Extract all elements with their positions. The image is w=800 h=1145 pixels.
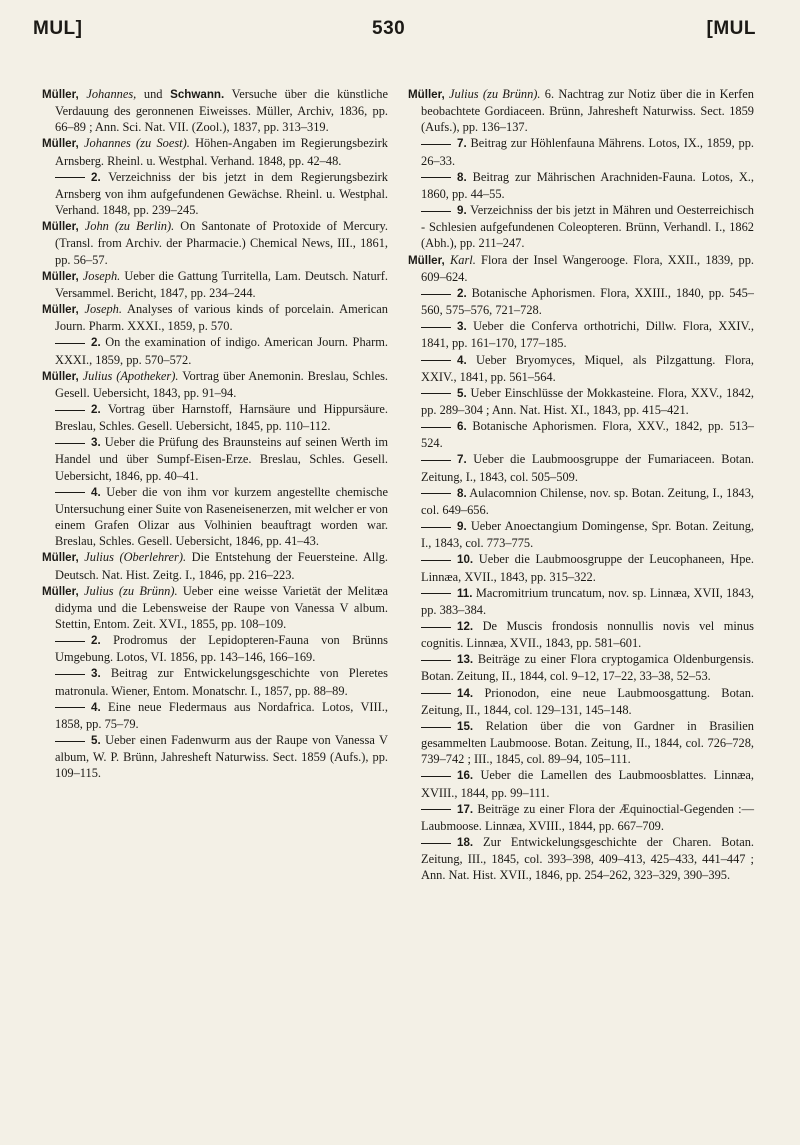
author-surname: Müller,: [42, 584, 79, 598]
author-given-name: John (zu Berlin).: [84, 219, 175, 234]
sub-entry: [42, 732, 388, 781]
ditto-dash: [55, 443, 85, 444]
entry-number: 4.: [91, 485, 101, 499]
author-given-name: Johannes,: [86, 87, 137, 101]
entry-number: 16.: [457, 769, 474, 783]
entry-text: Ueber die Prüfung des Braunsteins auf seinen Werth im Handel und über Sumpf-Eisen-Erze. Breslau, Schles. Gesell. Uebersicht, 1846, pp. 40–41.: [55, 435, 388, 483]
ditto-dash: [421, 211, 451, 212]
ditto-dash: [421, 809, 451, 810]
entry-text: On Santonate of Protoxide of Mercury. (Transl. from Archiv. der Pharmacie.) Chemical News, III., 1861, pp. 56–57.: [55, 219, 388, 267]
ditto-dash: [421, 460, 451, 461]
entry-number: 2.: [91, 634, 101, 648]
entry-number: 6.: [457, 420, 467, 434]
author-given-name: Julius (zu Brünn).: [84, 583, 178, 598]
author-surname: Müller,: [408, 253, 445, 267]
entry-number: 8.: [457, 486, 467, 500]
ditto-dash: [421, 177, 451, 178]
entry-text: Prionodon, eine neue Laubmoosgattung. Botan. Zeitung, II., 1844, col. 129–131, 145–148.: [421, 685, 754, 717]
sub-entry: [408, 202, 754, 251]
sub-entry: [408, 318, 754, 351]
entry-number: 3.: [91, 667, 101, 681]
author-entry: Müller, Johannes, und Schwann. Versuche über die künstliche Verdauung des geronnenen Eiweisses. Müller, Archiv, 1836, pp. 66–89 ; Ann. Sci. Nat. VII. (Zool.), 1837, pp. 313–319.: [42, 87, 388, 135]
author-entry: [42, 549, 388, 582]
sub-entry: [408, 767, 754, 800]
sub-entry: [42, 334, 388, 367]
sub-entry: [408, 418, 754, 451]
entry-text: Höhen-Angaben im Regierungsbezirk Arnsberg. Rheinl. u. Westphal. Verhand. 1848, pp. 42–48.: [55, 136, 388, 168]
entry-number: 2.: [91, 170, 101, 184]
coauthor-name: Schwann.: [170, 88, 225, 101]
ditto-dash: [421, 493, 451, 494]
entry-text: Ueber die Lamellen des Laubmoosblattes. Linnæa, XVIII., 1844, pp. 99–111.: [421, 768, 754, 800]
sub-entry: [42, 665, 388, 698]
author-given-name: Joseph.: [84, 302, 122, 317]
author-entry: [408, 252, 754, 285]
sub-entry: [408, 169, 754, 202]
entry-number: 12.: [457, 620, 474, 633]
author-surname: Müller,: [408, 88, 445, 101]
entry-text: Ueber die von ihm vor kurzem angestellte chemische Untersuchung einer Suite von Raseneisenerzen, mit welcher er von einem Grafen Olizar aus Volhinien beauftragt worden war. Breslau, Schles. Gesell. Uebersicht, 1846, pp. 41–43.: [55, 484, 388, 549]
author-entry: [42, 301, 388, 334]
entry-text: Vortrag über Harnstoff, Harnsäure und Hippursäure. Breslau, Schles. Gesell. Uebersicht, 1845, pp. 110–112.: [55, 401, 388, 434]
entry-text: Beitrag zur Mährischen Arachniden-Fauna. Lotos, X., 1860, pp. 44–55.: [421, 169, 754, 201]
sub-entry: [408, 285, 754, 318]
running-head-left: MUL]: [33, 18, 83, 39]
page-header: [0, 0, 800, 40]
entry-number: 4.: [91, 700, 101, 714]
author-surname: Müller,: [42, 551, 79, 565]
sub-entry: [408, 135, 754, 168]
ditto-dash: [421, 843, 451, 844]
page-number: 530: [372, 18, 406, 39]
sub-entry: [42, 169, 388, 218]
ditto-dash: [421, 627, 451, 628]
sub-entry: [42, 434, 388, 483]
author-entry: [42, 583, 388, 632]
sub-entry: [408, 685, 754, 718]
entry-number: 2.: [91, 336, 101, 350]
ditto-dash: [421, 144, 451, 145]
ditto-dash: [421, 294, 451, 295]
entry-number: 2.: [457, 286, 467, 300]
sub-entry: [42, 401, 388, 434]
author-surname: Müller,: [42, 269, 79, 283]
sub-entry: [408, 451, 754, 484]
ditto-dash: [421, 660, 451, 661]
entry-text: Ueber einen Fadenwurm aus der Raupe von Vanessa V album, W. P. Brünn, Jahresheft Naturwiss. Sect. 1859 (Aufs.), pp. 109–115.: [55, 733, 388, 781]
running-head-right: [MUL: [706, 18, 756, 39]
ditto-dash: [421, 693, 451, 694]
entry-text: Ueber Bryomyces, Miquel, als Pilzgattung. Flora, XXIV., 1841, pp. 561–564.: [421, 352, 754, 384]
ditto-dash: [421, 593, 451, 594]
entry-number: 3.: [91, 436, 101, 450]
entry-text: Ueber Einschlüsse der Mokkasteine. Flora, XXV., 1842, pp. 289–304 ; Ann. Nat. Hist. XI., 1843, pp. 415–421.: [421, 385, 754, 417]
entry-text: Eine neue Fledermaus aus Nordafrica. Lotos, VIII., 1858, pp. 75–79.: [55, 699, 388, 731]
ditto-dash: [421, 527, 451, 528]
author-given-name: Karl.: [449, 252, 476, 267]
entry-number: 15.: [457, 719, 474, 733]
ditto-dash: [55, 492, 85, 493]
ditto-dash: [421, 360, 451, 361]
entry-text: Verzeichniss der bis jetzt in Mähren und Oesterreichisch - Schlesien aufgefundenen Coleopteren. Brünn, Verhandl. I., 1862 (Abh.), pp. 211–247.: [421, 203, 754, 251]
author-surname: Müller,: [42, 88, 79, 101]
entry-text: Zur Entwickelungsgeschichte der Charen. Botan. Zeitung, III., 1845, col. 393–398, 409–413, 425–433, 441–447 ; Ann. Nat. Hist. XVII., 1846, pp. 254–262, 323–329, 390–395.: [421, 835, 754, 883]
entry-text: Beitrag zur Entwickelungsgeschichte von Pleretes matronula. Wiener, Entom. Monatschr. I., 1857, pp. 88–89.: [55, 666, 388, 698]
sub-entry: [408, 718, 754, 767]
entry-number: 4.: [457, 353, 467, 367]
entry-text: Botanische Aphorismen. Flora, XXV., 1842, pp. 513–524.: [421, 419, 754, 451]
entry-number: 13.: [457, 653, 474, 667]
ditto-dash: [421, 727, 451, 728]
sub-entry: [42, 632, 388, 665]
entry-number: 17.: [457, 802, 474, 816]
sub-entry: [42, 484, 388, 550]
author-given-name: Julius (Apotheker).: [82, 368, 179, 383]
author-given-name: Julius (zu Brünn).: [449, 87, 541, 101]
entry-text: Beiträge zu einer Flora der Æquinoctial-Gegenden :—Laubmoose. Linnæa, XVIII., 1844, pp. 667–709.: [421, 801, 754, 833]
author-given-name: Joseph.: [82, 268, 121, 283]
entry-number: 9.: [457, 520, 467, 534]
entry-number: 14.: [457, 686, 474, 700]
entry-number: 11.: [457, 586, 473, 600]
entry-text: Verzeichniss der bis jetzt in dem Regierungsbezirk Arnsberg von ihm aufgefundenen Gewächse. Rheinl. u. Westphal. Verhand. 1848, pp. 239–245.: [55, 169, 388, 218]
ditto-dash: [421, 427, 451, 428]
entry-text: De Muscis frondosis nonnullis novis vel minus cognitis. Linnæa, XVII., 1843, pp. 581–601.: [421, 619, 754, 651]
entry-text: Ueber die Gattung Turritella, Lam. Deutsch. Naturf. Versammel. Bericht, 1847, pp. 234–244.: [55, 268, 388, 300]
ditto-dash: [55, 741, 85, 742]
entry-text: 6. Nachtrag zur Notiz über die in Kerfen beobachtete Gordiaceen. Brünn, Jahresheft Naturwiss. Sect. 1859 (Aufs.), pp. 136–137.: [421, 87, 754, 135]
entry-number: 9.: [457, 204, 467, 218]
author-entry: [42, 368, 388, 401]
entry-text: Ueber die Laubmoosgruppe der Leucophaneen, Hpe. Linnæa, XVII., 1843, pp. 315–322.: [421, 552, 754, 584]
ditto-dash: [55, 674, 85, 675]
author-surname: Müller,: [42, 137, 79, 151]
author-given-name: Julius (Oberlehrer).: [84, 550, 187, 565]
entry-number: 5.: [457, 386, 467, 400]
sub-entry: [408, 651, 754, 684]
entry-number: 18.: [457, 836, 474, 850]
author-surname: Müller,: [42, 220, 79, 234]
author-entry: [42, 218, 388, 267]
ditto-dash: [55, 641, 85, 642]
entry-number: 5.: [91, 734, 101, 748]
sub-entry: [408, 518, 754, 551]
author-entry: [42, 135, 388, 168]
entry-text: On the examination of indigo. American Journ. Pharm. XXXI., 1859, pp. 570–572.: [55, 335, 388, 367]
sub-entry: [408, 352, 754, 385]
sub-entry: [42, 699, 388, 732]
entry-text: Die Entstehung der Feuersteine. Allg. Deutsch. Nat. Hist. Zeitg. I., 1846, pp. 216–223.: [55, 550, 388, 582]
author-surname: Müller,: [42, 303, 79, 317]
entry-text: Prodromus der Lepidopteren-Fauna von Brünns Umgebung. Lotos, VI. 1856, pp. 143–146, 166–169.: [55, 633, 388, 665]
ditto-dash: [421, 560, 451, 561]
author-surname: Müller,: [42, 369, 79, 383]
entry-text: Aulacomnion Chilense, nov. sp. Botan. Zeitung, I., 1843, col. 649–656.: [421, 485, 754, 517]
ditto-dash: [421, 327, 451, 328]
ditto-dash: [55, 707, 85, 708]
entry-text: Ueber eine weisse Varietät der Melitæa didyma und die Lebensweise der Raupe von Vanessa V album. Stettin, Entom. Zeit. XVI., 1855, pp. 108–109.: [55, 583, 388, 631]
entry-number: 10.: [457, 553, 474, 567]
sub-entry: [408, 834, 754, 883]
entry-number: 7.: [457, 137, 467, 151]
sub-entry: [408, 485, 754, 518]
left-column: [42, 86, 388, 782]
entry-text: Flora der Insel Wangerooge. Flora, XXII., 1839, pp. 609–624.: [421, 252, 754, 284]
ditto-dash: [55, 343, 85, 344]
entry-number: 3.: [457, 320, 467, 334]
author-entry: [408, 86, 754, 135]
sub-entry: [408, 551, 754, 584]
sub-entry: [408, 801, 754, 834]
right-column: [408, 86, 754, 884]
entry-text: Beitrag zur Höhlenfauna Mährens. Lotos, IX., 1859, pp. 26–33.: [421, 136, 754, 168]
entry-text: Relation über die von Gardner in Brasilien gesammelten Laubmoose. Botan. Zeitung, II., 1844, col. 726–728, 739–742 ; III., 1845, col. 89–94, 105–111.: [421, 718, 754, 767]
entry-text: Versuche über die künstliche Verdauung des geronnenen Eiweisses. Müller, Archiv, 1836, pp. 66–89 ; Ann. Sci. Nat. VII. (Zool.), 1837, pp. 313–319.: [55, 87, 388, 135]
entry-text: Ueber die Laubmoosgruppe der Fumariaceen. Botan. Zeitung, I., 1843, col. 505–509.: [421, 452, 754, 484]
entry-text: Vortrag über Anemonin. Breslau, Schles. Gesell. Uebersicht, 1843, pp. 91–94.: [55, 368, 388, 400]
ditto-dash: [421, 393, 451, 394]
entry-text: Beiträge zu einer Flora cryptogamica Oldenburgensis. Botan. Zeitung, II., 1844, col. 9–12, 17–22, 33–38, 52–53.: [421, 652, 754, 684]
author-entry: [42, 268, 388, 301]
entry-number: 2.: [91, 402, 101, 416]
ditto-dash: [421, 776, 451, 777]
entry-text: Botanische Aphorismen. Flora, XXIII., 1840, pp. 545–560, 575–576, 721–728.: [421, 285, 754, 318]
ditto-dash: [55, 410, 85, 411]
entry-number: 8.: [457, 170, 467, 184]
sub-entry: [408, 618, 754, 651]
entry-text: Ueber die Conferva orthotrichi, Dillw. Flora, XXIV., 1841, pp. 161–170, 177–185.: [421, 319, 754, 351]
entry-text: Ueber Anoectangium Domingense, Spr. Botan. Zeitung, I., 1843, col. 773–775.: [421, 519, 754, 551]
entry-text: Macromitrium truncatum, nov. sp. Linnæa, XVII, 1843, pp. 383–384.: [421, 585, 754, 617]
ditto-dash: [55, 177, 85, 178]
sub-entry: [408, 385, 754, 418]
author-given-name: Johannes (zu Soest).: [84, 136, 190, 151]
sub-entry: [408, 585, 754, 618]
entry-text: Analyses of various kinds of porcelain. American Journ. Pharm. XXXI., 1859, p. 570.: [55, 302, 388, 334]
entry-number: 7.: [457, 453, 467, 467]
